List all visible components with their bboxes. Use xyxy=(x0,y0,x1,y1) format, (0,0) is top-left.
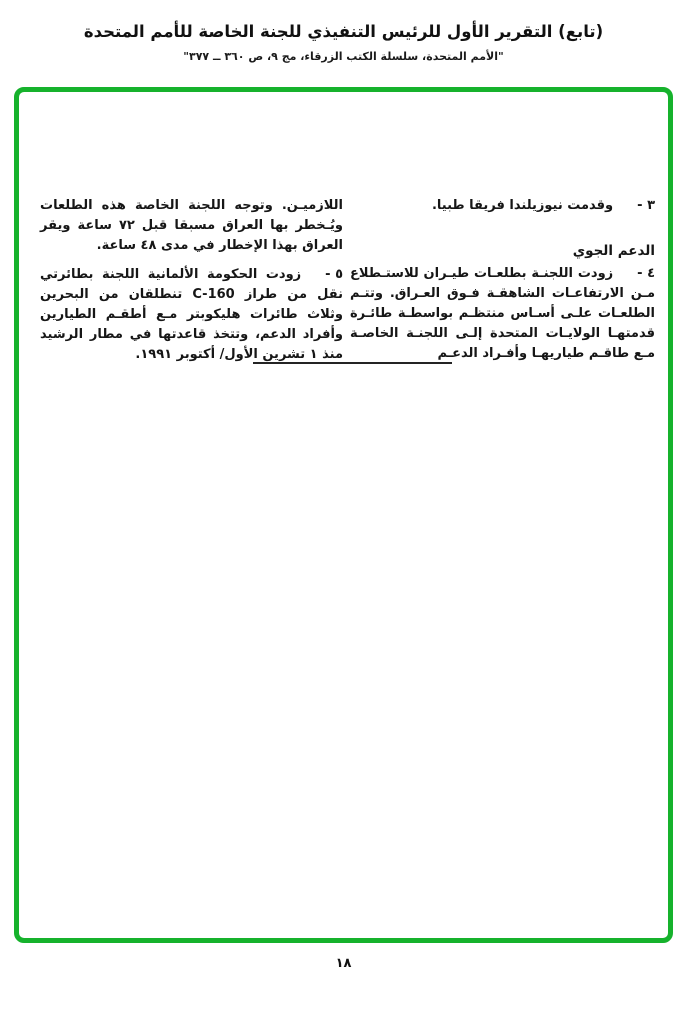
paragraph-3-number: ٣ - xyxy=(637,198,655,213)
content-frame xyxy=(14,87,673,943)
page-number: ١٨ xyxy=(335,956,352,971)
paragraph-5 xyxy=(40,265,343,365)
paragraph-4-text: زودت اللجنـة بطلعـات طيـران للاستـطلاع مـن الارتفاعـات الشاهقـة فـوق العـراق. وتتـم الطلعـات علـى أسـاس منتظـم بواسطـة طائـرة قدمتهـا الولايـات المتحدة إلـى اللجنـة الخاصـة مـع طاقـم طياريهـا وأفـراد الدعـم xyxy=(350,266,655,361)
column-left xyxy=(40,196,343,365)
document-source-line: "الأمم المتحدة، سلسلة الكتب الزرقاء، مج ٩، ص ٣٦٠ ــ ٣٧٧" xyxy=(183,50,504,63)
paragraph-5-number: ٥ - xyxy=(325,267,343,282)
paragraph-4 xyxy=(350,264,655,364)
section-end-divider xyxy=(253,362,452,364)
paragraph-3-text: وقدمت نيوزيلندا فريقا طبيا. xyxy=(431,198,614,213)
column-right xyxy=(350,196,655,364)
paragraph-5-text: زودت الحكومة الألمانية اللجنة بطائرتي نقل من طراز C-160 تنطلقان من البحرين وثلاث طائرات هليكوبتر مـع أطقـم الطيارين وأفراد الدعم، وتتخذ قاعدتها في مطار الرشيد منذ ١ تشرين الأول/ أكتوبر ١٩٩١. xyxy=(40,267,343,362)
paragraph-3 xyxy=(350,196,655,216)
paragraph-4-number: ٤ - xyxy=(637,266,655,281)
document-title: (تابع) التقرير الأول للرئيس التنفيذي للجنة الخاصة للأمم المتحدة xyxy=(83,22,604,41)
section-heading-air-support: الدعم الجوي xyxy=(572,243,655,259)
document-header xyxy=(0,22,687,63)
paragraph-4-continuation: اللازميـن. وتوجه اللجنة الخاصة هذه الطلعات ويُـخطر بها العراق مسبقا قبل ٧٢ ساعة ويقر العراق بهذا الإخطار في مدى ٤٨ ساعة. xyxy=(40,198,343,253)
